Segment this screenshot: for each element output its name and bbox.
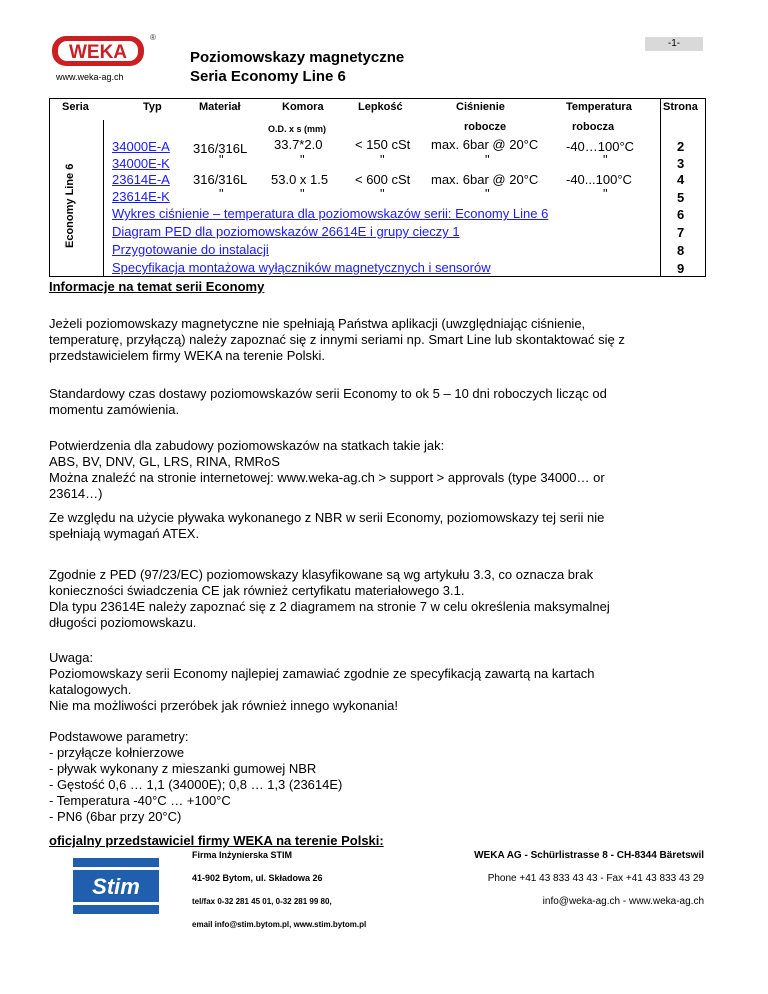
page-ref: 4 [677,172,685,187]
text-line: temperaturę, przyłączą) należy zapoznać się z innymi seriami np. Smart Line lub skontaktować się z [49,332,625,347]
link-pressure-temperature-chart[interactable]: Wykres ciśnienie – temperatura dla poziomowskazów serii: Economy Line 6 [112,206,549,221]
material-cell: 316/316L [193,172,248,187]
seria-column-divider [103,120,104,277]
type-link-34000e-k[interactable]: 34000E-K [112,156,170,171]
text-line: Potwierdzenia dla zabudowy poziomowskazów na statkach takie jak: [49,438,445,453]
logo-url: www.weka-ag.ch [56,72,124,82]
page-ref: 2 [677,139,685,154]
footer-title: oficjalny przedstawiciel firmy WEKA na terenie Polski: [49,833,384,848]
stim-logo [73,858,159,914]
lepkosc-cell: < 150 cSt [355,137,411,152]
text-line: Zgodnie z PED (97/23/EC) poziomowskazy klasyfikowane są wg artykułu 3.3, co oznacza brak [49,567,594,582]
header-temperatura-sub: robocza [572,121,615,133]
link-ped-diagram[interactable]: Diagram PED dla poziomowskazów 26614E i grupy cieczy 1 [112,224,460,239]
page-ref: 8 [677,243,685,258]
page-ref: 9 [677,261,685,276]
paragraph-ped [49,567,719,631]
text-line: - PN6 (6bar przy 20°C) [49,809,182,824]
text-line: Ze względu na użycie pływaka wykonanego z NBR w serii Economy, poziomowskazy tej serii nie [49,510,605,525]
page-title [190,48,404,86]
weka-phone: Phone +41 43 833 43 43 - Fax +41 43 833 43 29 [487,873,704,884]
registered-mark: ® [150,33,156,42]
link-switch-sensor-spec[interactable]: Specyfikacja montażowa wyłączników magnetycznych i sensorów [112,260,491,275]
temperatura-cell: " [603,186,608,201]
side-label: Economy Line 6 [64,163,76,248]
stim-phone: tel/fax 0-32 281 45 01, 0-32 281 99 80, [192,897,332,906]
text-line: Można znaleźć na stronie internetowej: www.weka-ag.ch > support > approvals (type 34000… or [49,470,605,485]
type-link-23614e-k[interactable]: 23614E-K [112,189,170,204]
text-line: 23614…) [49,486,103,501]
text-line: Podstawowe parametry: [49,729,189,744]
page-ref: 3 [677,156,685,171]
paragraph-approvals [49,438,719,502]
header-lepkosc: Lepkość [358,101,403,113]
text-line: - pływak wykonany z mieszanki gumowej NBR [49,761,317,776]
logo-text: WEKA [68,42,128,63]
paragraph-parameters [49,729,719,825]
page-ref: 6 [677,207,685,222]
lepkosc-cell: " [380,152,385,167]
header-strona: Strona [663,101,698,113]
stim-company: Firma Inżynierska STIM [192,850,293,860]
stim-email: email info@stim.bytom.pl, www.stim.bytom.pl [192,920,367,929]
text-line: przedstawicielem firmy WEKA na terenie Polski. [49,348,325,363]
text-line: Poziomowskazy serii Economy najlepiej zamawiać zgodnie ze specyfikacją zawartą na kartach [49,666,595,681]
temperatura-cell: -40…100°C [566,139,635,154]
text-line: momentu zamówienia. [49,402,180,417]
text-line: katalogowych. [49,682,132,697]
header-cisnienie-sub: robocze [464,121,507,133]
header-typ: Typ [143,101,162,113]
stim-logo-text: Stim [92,874,140,899]
paragraph-note [49,650,719,714]
header-cisnienie: Ciśnienie [456,101,505,113]
stim-street: 41-902 Bytom, ul. Składowa 26 [192,873,323,883]
text-line: ABS, BV, DNV, GL, LRS, RINA, RMRoS [49,454,280,469]
title-line-1: Poziomowskazy magnetyczne [190,49,405,66]
text-line: - Gęstość 0,6 … 1,1 (34000E); 0,8 … 1,3 (23614E) [49,777,343,792]
text-line: Jeżeli poziomowskazy magnetyczne nie spełniają Państwa aplikacji (uwzględniając ciśnienie, [49,316,586,331]
komora-cell: " [300,152,305,167]
temperatura-cell: -40...100°C [566,172,632,187]
header-temperatura: Temperatura [566,101,632,113]
komora-cell: 33.7*2.0 [274,137,323,152]
paragraph-delivery-time [49,386,719,418]
weka-company: WEKA AG - Schürlistrasse 8 - CH-8344 Bäretswil [474,850,704,861]
page-number: -1- [645,37,703,51]
paragraph-atex [49,510,719,542]
text-line: Nie ma możliwości przeróbek jak również innego wykonania! [49,698,398,713]
text-line: - przyłącze kołnierzowe [49,745,185,760]
text-line: Dla typu 23614E należy zapoznać się z 2 diagramem na stronie 7 w celu określenia maksymalnej [49,599,610,614]
weka-contact: info@weka-ag.ch - www.weka-ag.ch [542,896,704,907]
text-line: konieczności świadczenia CE jak również certyfikatu materiałowego 3.1. [49,583,465,598]
temperatura-cell: " [603,152,608,167]
lepkosc-cell: " [380,186,385,201]
paragraph-other-series [49,316,719,364]
header-komora-sub: O.D. x s (mm) [268,124,327,134]
cisnienie-cell: max. 6bar @ 20°C [431,172,539,187]
material-cell: " [219,152,224,167]
strona-column-divider [660,98,661,277]
title-line-2: Seria Economy Line 6 [190,68,346,85]
link-installation-prep[interactable]: Przygotowanie do instalacji [112,242,269,257]
header-seria: Seria [62,101,89,113]
komora-cell: 53.0 x 1.5 [271,172,329,187]
info-title: Informacje na temat serii Economy [49,279,265,294]
text-line: Standardowy czas dostawy poziomowskazów serii Economy to ok 5 – 10 dni roboczych licząc od [49,386,607,401]
header-komora: Komora [282,101,324,113]
cisnienie-cell: " [485,186,490,201]
text-line: Uwaga: [49,650,94,665]
page-ref: 5 [677,190,685,205]
header-material: Materiał [199,101,241,113]
komora-cell: " [300,186,305,201]
page-ref: 7 [677,225,685,240]
text-line: - Temperatura -40°C … +100°C [49,793,231,808]
weka-address [424,844,704,913]
material-cell: 316/316L [193,141,248,156]
text-line: spełniają wymagań ATEX. [49,526,200,541]
type-link-34000e-a[interactable]: 34000E-A [112,139,170,154]
text-line: długości poziomowskazu. [49,615,197,630]
lepkosc-cell: < 600 cSt [355,172,411,187]
cisnienie-cell: max. 6bar @ 20°C [431,137,539,152]
cisnienie-cell: " [485,152,490,167]
material-cell: " [219,186,224,201]
stim-address [192,844,366,936]
type-link-23614e-a[interactable]: 23614E-A [112,172,170,187]
